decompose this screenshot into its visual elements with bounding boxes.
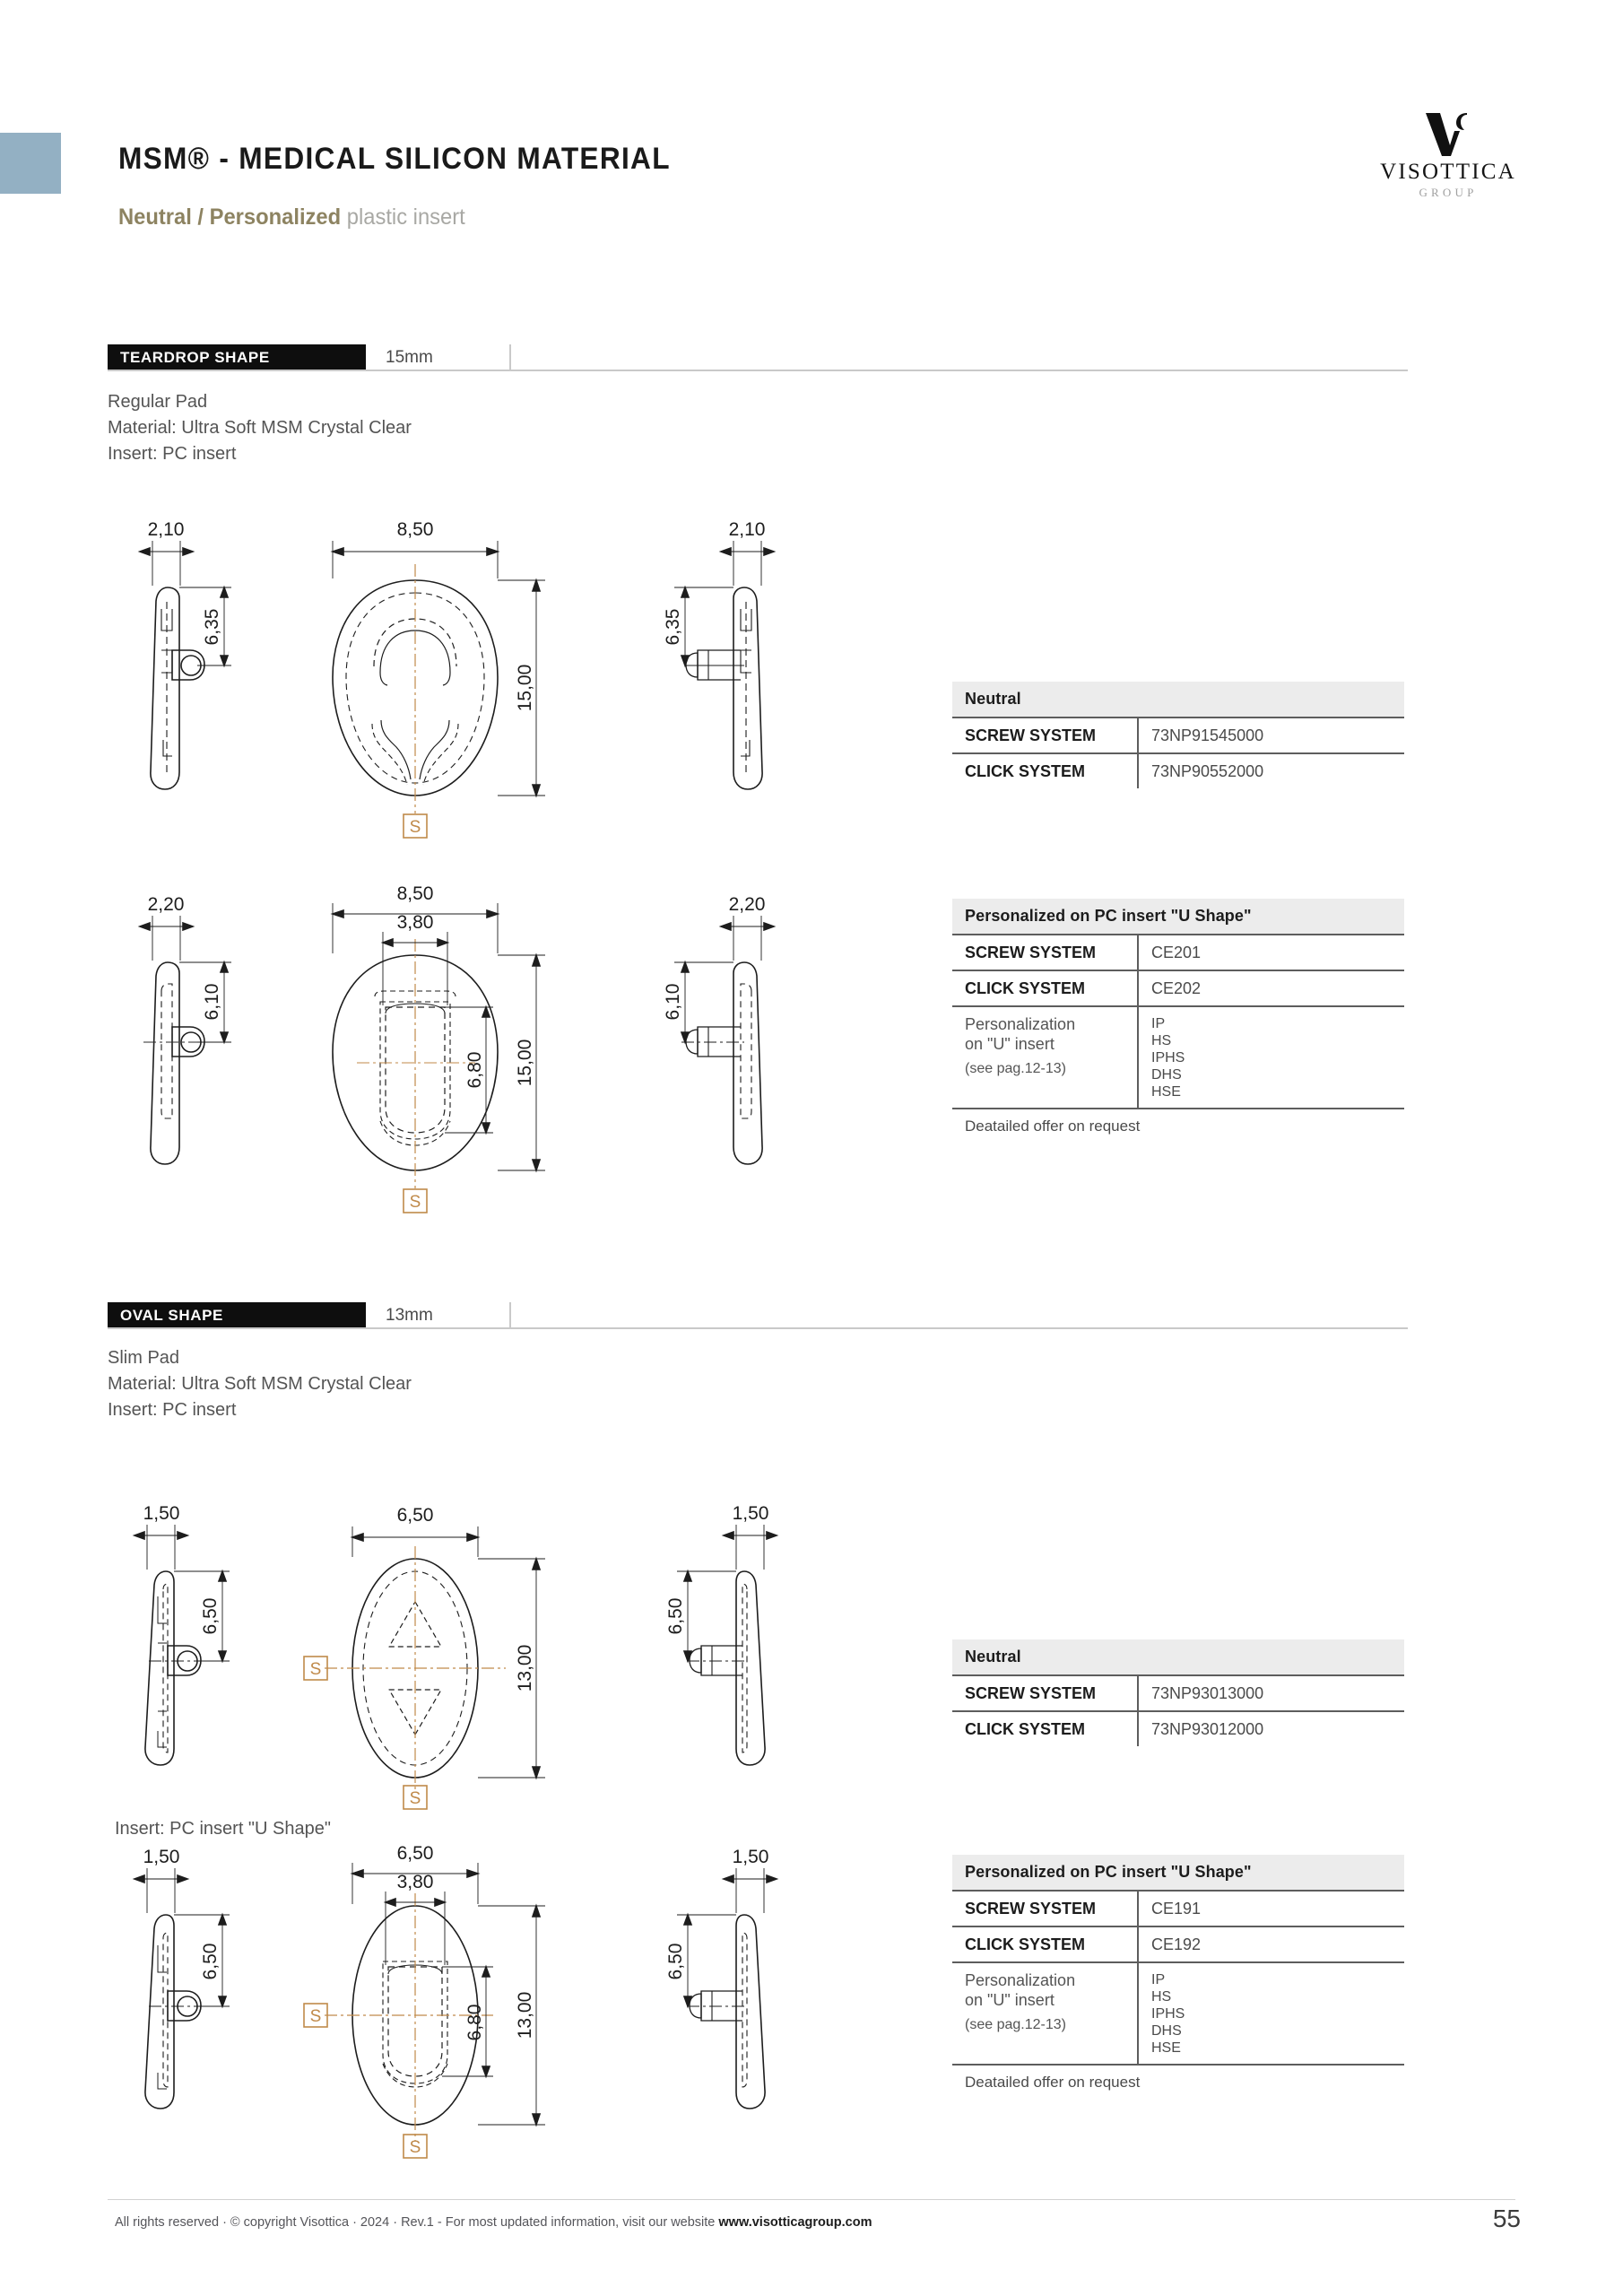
perso-line-2: on "U" insert xyxy=(965,1991,1055,2009)
dim-right-width: 1,50 xyxy=(732,1847,769,1867)
section-divider-tick xyxy=(509,344,511,371)
dim-left-width: 2,20 xyxy=(147,894,185,915)
table-teardrop-neutral xyxy=(952,682,1404,788)
option-item: IPHS xyxy=(1151,1050,1185,1065)
dim-front-width: 6,50 xyxy=(396,1843,434,1864)
section-header-oval xyxy=(108,1302,1408,1329)
table-row xyxy=(952,1712,1404,1746)
table-row-personalization xyxy=(952,1963,1404,2066)
s-marker-label: S xyxy=(409,1193,421,1212)
dim-right-height: 6,10 xyxy=(663,983,683,1021)
row-label: SCREW SYSTEM xyxy=(952,1676,1139,1710)
row-label: CLICK SYSTEM xyxy=(952,754,1139,788)
brand-logo xyxy=(1372,109,1524,200)
section-description-oval xyxy=(108,1345,412,1423)
drawing-oval-row2 xyxy=(117,1843,906,2161)
option-item: DHS xyxy=(1151,2023,1182,2039)
insert-note-oval: Insert: PC insert "U Shape" xyxy=(115,1819,331,1839)
dim-front-width: 6,50 xyxy=(396,1505,434,1526)
dim-right-width: 2,10 xyxy=(728,519,766,540)
table-row xyxy=(952,935,1404,971)
option-item: HS xyxy=(1151,1033,1172,1048)
section-size-oval: 13mm xyxy=(386,1306,433,1325)
table-footnote: Deatailed offer on request xyxy=(965,1118,1141,1135)
dim-right-height: 6,50 xyxy=(665,1943,686,1980)
table-row xyxy=(952,754,1404,788)
option-item: HSE xyxy=(1151,1084,1181,1100)
dim-front-height: 13,00 xyxy=(515,1991,535,2039)
table-row xyxy=(952,1676,1404,1712)
row-label: CLICK SYSTEM xyxy=(952,1712,1139,1746)
desc-line-2: Material: Ultra Soft MSM Crystal Clear xyxy=(108,418,412,438)
footer-text-plain: All rights reserved · © copyright Visottica · 2024 · Rev.1 - For most updated information, visit our website xyxy=(115,2215,719,2230)
table-row-personalization xyxy=(952,1007,1404,1109)
section-header-teardrop xyxy=(108,344,1408,371)
personalization-options xyxy=(1139,1963,1404,2064)
perso-line-2: on "U" insert xyxy=(965,1035,1055,1053)
page-number: 55 xyxy=(1492,2205,1521,2232)
s-marker-label: S xyxy=(309,1660,322,1679)
desc-line-1: Regular Pad xyxy=(108,392,208,412)
table-row xyxy=(952,718,1404,754)
table-title: Personalized on PC insert "U Shape" xyxy=(952,899,1404,935)
personalization-label xyxy=(952,1963,1139,2064)
table-title: Neutral xyxy=(952,682,1404,718)
perso-line-1: Personalization xyxy=(965,1971,1076,1989)
v-mark-icon xyxy=(1372,109,1524,158)
section-size-teardrop: 15mm xyxy=(386,348,433,367)
section-label-teardrop: TEARDROP SHAPE xyxy=(108,344,366,371)
section-rule xyxy=(108,1327,1408,1329)
row-value: 73NP93012000 xyxy=(1151,1720,1264,1738)
row-value: CE202 xyxy=(1151,979,1202,997)
option-item: HSE xyxy=(1151,2040,1181,2056)
row-label: SCREW SYSTEM xyxy=(952,935,1139,970)
dim-left-height: 6,50 xyxy=(200,1943,221,1980)
perso-note: (see pag.12-13) xyxy=(965,1061,1066,1076)
dim-front-inner-width: 3,80 xyxy=(396,912,434,933)
dim-front-height: 15,00 xyxy=(515,664,535,712)
row-value: CE192 xyxy=(1151,1935,1202,1953)
s-marker-label: S xyxy=(409,818,421,837)
s-marker-label: S xyxy=(409,1789,421,1808)
dim-front-inner-height: 6,80 xyxy=(464,1051,485,1089)
page-subtitle-strong: Neutral / Personalized xyxy=(118,204,342,230)
row-label: CLICK SYSTEM xyxy=(952,1927,1139,1961)
dim-right-width: 2,20 xyxy=(728,894,766,915)
table-row xyxy=(952,1892,1404,1927)
s-marker-bottom xyxy=(404,814,427,838)
page-subtitle xyxy=(118,204,465,230)
table-row xyxy=(952,971,1404,1007)
row-label: SCREW SYSTEM xyxy=(952,1892,1139,1926)
row-label: CLICK SYSTEM xyxy=(952,971,1139,1005)
footer-text xyxy=(115,2215,872,2230)
desc-line-2: Material: Ultra Soft MSM Crystal Clear xyxy=(108,1374,412,1394)
logo-wordmark: VISOTTICA xyxy=(1380,160,1516,184)
desc-line-3: Insert: PC insert xyxy=(108,444,237,464)
perso-note: (see pag.12-13) xyxy=(965,2017,1066,2032)
page-title: MSM® - MEDICAL SILICON MATERIAL xyxy=(118,142,671,176)
personalization-options xyxy=(1139,1007,1404,1108)
dim-right-height: 6,35 xyxy=(663,608,683,646)
page-subtitle-light: plastic insert xyxy=(346,204,465,230)
desc-line-3: Insert: PC insert xyxy=(108,1400,237,1420)
dim-left-width: 2,10 xyxy=(147,519,185,540)
dim-right-height: 6,50 xyxy=(665,1597,686,1635)
dim-left-height: 6,35 xyxy=(202,608,222,646)
section-rule xyxy=(108,370,1408,371)
table-title: Personalized on PC insert "U Shape" xyxy=(952,1855,1404,1892)
table-footnote: Deatailed offer on request xyxy=(965,2074,1141,2091)
dim-front-width: 8,50 xyxy=(396,883,434,904)
dim-right-width: 1,50 xyxy=(732,1503,769,1524)
personalization-label xyxy=(952,1007,1139,1108)
row-label: SCREW SYSTEM xyxy=(952,718,1139,752)
dim-left-width: 1,50 xyxy=(143,1847,180,1867)
option-item: DHS xyxy=(1151,1067,1182,1083)
table-oval-personalized xyxy=(952,1855,1404,2092)
dim-left-height: 6,50 xyxy=(200,1597,221,1635)
option-item: HS xyxy=(1151,1989,1172,2005)
dim-left-width: 1,50 xyxy=(143,1503,180,1524)
s-marker-bottom xyxy=(404,1786,427,1809)
dim-front-inner-height: 6,80 xyxy=(464,2004,485,2041)
drawing-teardrop-row2 xyxy=(117,883,906,1215)
section-divider-tick xyxy=(509,1302,511,1329)
dim-front-height: 13,00 xyxy=(515,1644,535,1692)
dim-left-height: 6,10 xyxy=(202,983,222,1021)
s-marker-bottom xyxy=(404,1189,427,1213)
table-row xyxy=(952,1927,1404,1963)
option-item: IPHS xyxy=(1151,2006,1185,2022)
perso-line-1: Personalization xyxy=(965,1015,1076,1033)
dim-front-inner-width: 3,80 xyxy=(396,1872,434,1892)
s-marker-label: S xyxy=(309,2007,322,2026)
option-item: IP xyxy=(1151,1972,1166,1987)
option-item: IP xyxy=(1151,1016,1166,1031)
s-marker-bottom xyxy=(404,2135,427,2158)
footer-rule xyxy=(108,2199,1515,2200)
drawing-oval-row1 xyxy=(117,1503,906,1812)
s-marker-label: S xyxy=(409,2138,421,2157)
s-marker-left xyxy=(304,1657,327,1680)
row-value: CE191 xyxy=(1151,1900,1202,1918)
accent-tab xyxy=(0,133,61,194)
section-label-oval: OVAL SHAPE xyxy=(108,1302,366,1329)
row-value: CE201 xyxy=(1151,944,1202,961)
table-teardrop-personalized xyxy=(952,899,1404,1135)
dim-front-width: 8,50 xyxy=(396,519,434,540)
table-oval-neutral xyxy=(952,1639,1404,1746)
drawing-teardrop-row1 xyxy=(117,516,906,837)
desc-line-1: Slim Pad xyxy=(108,1348,180,1368)
section-description-teardrop xyxy=(108,389,412,467)
dim-front-height: 15,00 xyxy=(515,1039,535,1087)
row-value: 73NP93013000 xyxy=(1151,1684,1264,1702)
row-value: 73NP90552000 xyxy=(1151,762,1264,780)
logo-subtitle: GROUP xyxy=(1419,186,1478,199)
table-title: Neutral xyxy=(952,1639,1404,1676)
row-value: 73NP91545000 xyxy=(1151,726,1264,744)
footer-website-link[interactable]: www.visotticagroup.com xyxy=(718,2215,872,2230)
s-marker-left xyxy=(304,2004,327,2027)
